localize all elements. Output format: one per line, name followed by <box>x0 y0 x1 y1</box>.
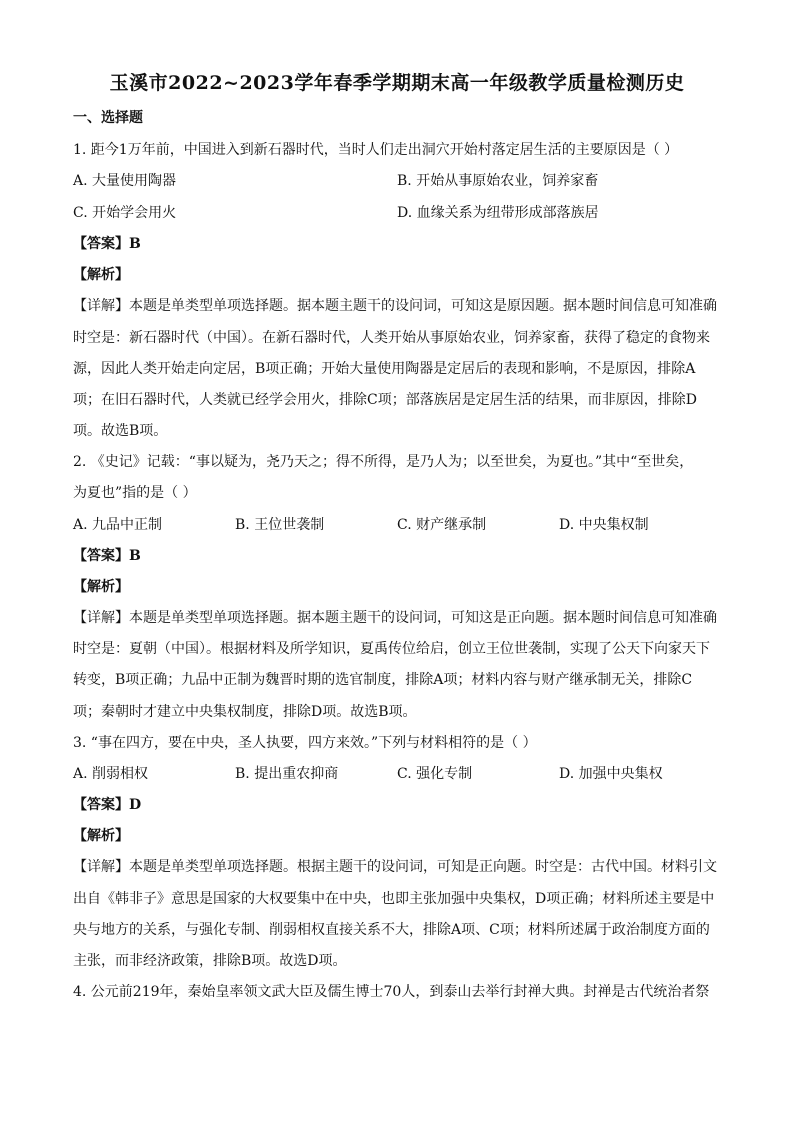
question-3-analysis-label: 【解析】 <box>73 828 129 844</box>
question-1-option-d: D. 血缘关系为纽带形成部落族居 <box>397 205 599 221</box>
question-2-option-c: C. 财产继承制 <box>397 517 487 533</box>
question-2-option-a: A. 九品中正制 <box>73 517 163 533</box>
question-1-detail-line: 源，因此人类开始走向定居，B项正确；开始大量使用陶器是定居后的表现和影响，不是原因，排除A <box>73 361 696 377</box>
question-1-detail-line: 项；在旧石器时代，人类就已经学会用火，排除C项；部落族居是定居生活的结果，而非原因，排除D <box>73 392 697 408</box>
question-1-detail-line: 【详解】本题是单类型单项选择题。据本题主题干的设问词，可知这是原因题。据本题时间信息可知准确 <box>73 298 717 314</box>
question-4-stem: 4. 公元前219年，秦始皇率领文武大臣及儒生博士70人，到泰山去举行封禅大典。封禅是古代统治者祭 <box>73 984 710 1000</box>
question-2-detail-line: 【详解】本题是单类型单项选择题。据本题主题干的设问词，可知这是正向题。据本题时间信息可知准确 <box>73 610 717 626</box>
question-3-option-c: C. 强化专制 <box>397 766 473 782</box>
page-title: 玉溪市2022~2023学年春季学期期末高一年级教学质量检测历史 <box>109 72 685 94</box>
question-3-detail-line: 【详解】本题是单类型单项选择题。根据主题干的设问词，可知是正向题。时空是：古代中国。材料引文 <box>73 859 717 875</box>
question-1-answer: 【答案】B <box>73 236 141 252</box>
question-2-stem: 2. 《史记》记载：“事以疑为，尧乃天之；得不所得，是乃人为；以至世矣，为夏也。”其中“至世矣， <box>73 454 694 470</box>
question-3-detail-line: 出自《韩非子》意思是国家的大权要集中在中央，也即主张加强中央集权，D项正确；材料所述主要是中 <box>73 891 715 907</box>
section-heading: 一、选择题 <box>73 110 143 126</box>
question-3-option-d: D. 加强中央集权 <box>559 766 663 782</box>
question-1-option-c: C. 开始学会用火 <box>73 205 177 221</box>
question-1-option-b: B. 开始从事原始农业，饲养家畜 <box>397 173 599 189</box>
question-1-option-a: A. 大量使用陶器 <box>73 173 177 189</box>
question-3-detail-line: 央与地方的关系，与强化专制、削弱相权直接关系不大，排除A项、C项；材料所述属于政治制度方面的 <box>73 922 710 938</box>
question-3-answer: 【答案】D <box>73 797 142 813</box>
question-2-option-d: D. 中央集权制 <box>559 517 649 533</box>
question-2-option-b: B. 王位世袭制 <box>235 517 325 533</box>
question-3-detail-line: 主张，而非经济政策，排除B项。故选D项。 <box>73 953 347 969</box>
question-2-detail-line: 时空是：夏朝（中国）。根据材料及所学知识，夏禹传位给启，创立王位世袭制，实现了公天下向家天下 <box>73 641 710 657</box>
question-3-option-a: A. 削弱相权 <box>73 766 149 782</box>
question-1-detail-line: 项。故选B项。 <box>73 423 168 439</box>
question-3-option-b: B. 提出重农抑商 <box>235 766 339 782</box>
question-1-analysis-label: 【解析】 <box>73 267 129 283</box>
question-2-analysis-label: 【解析】 <box>73 579 129 595</box>
question-1-detail-line: 时空是：新石器时代（中国）。在新石器时代，人类开始从事原始农业，饲养家畜，获得了稳定的食物来 <box>73 330 710 346</box>
question-1-stem: 1. 距今1万年前，中国进入到新石器时代，当时人们走出洞穴开始村落定居生活的主要原因是（ ） <box>73 142 679 158</box>
question-2-stem: 为夏也”指的是（ ） <box>73 485 197 501</box>
question-2-answer: 【答案】B <box>73 548 141 564</box>
question-3-stem: 3. “事在四方，要在中央，圣人执要，四方来效。”下列与材料相符的是（ ） <box>73 735 537 751</box>
question-2-detail-line: 转变，B项正确；九品中正制为魏晋时期的选官制度，排除A项；材料内容与财产继承制无关，排除C <box>73 672 693 688</box>
question-2-detail-line: 项；秦朝时才建立中央集权制度，排除D项。故选B项。 <box>73 704 417 720</box>
